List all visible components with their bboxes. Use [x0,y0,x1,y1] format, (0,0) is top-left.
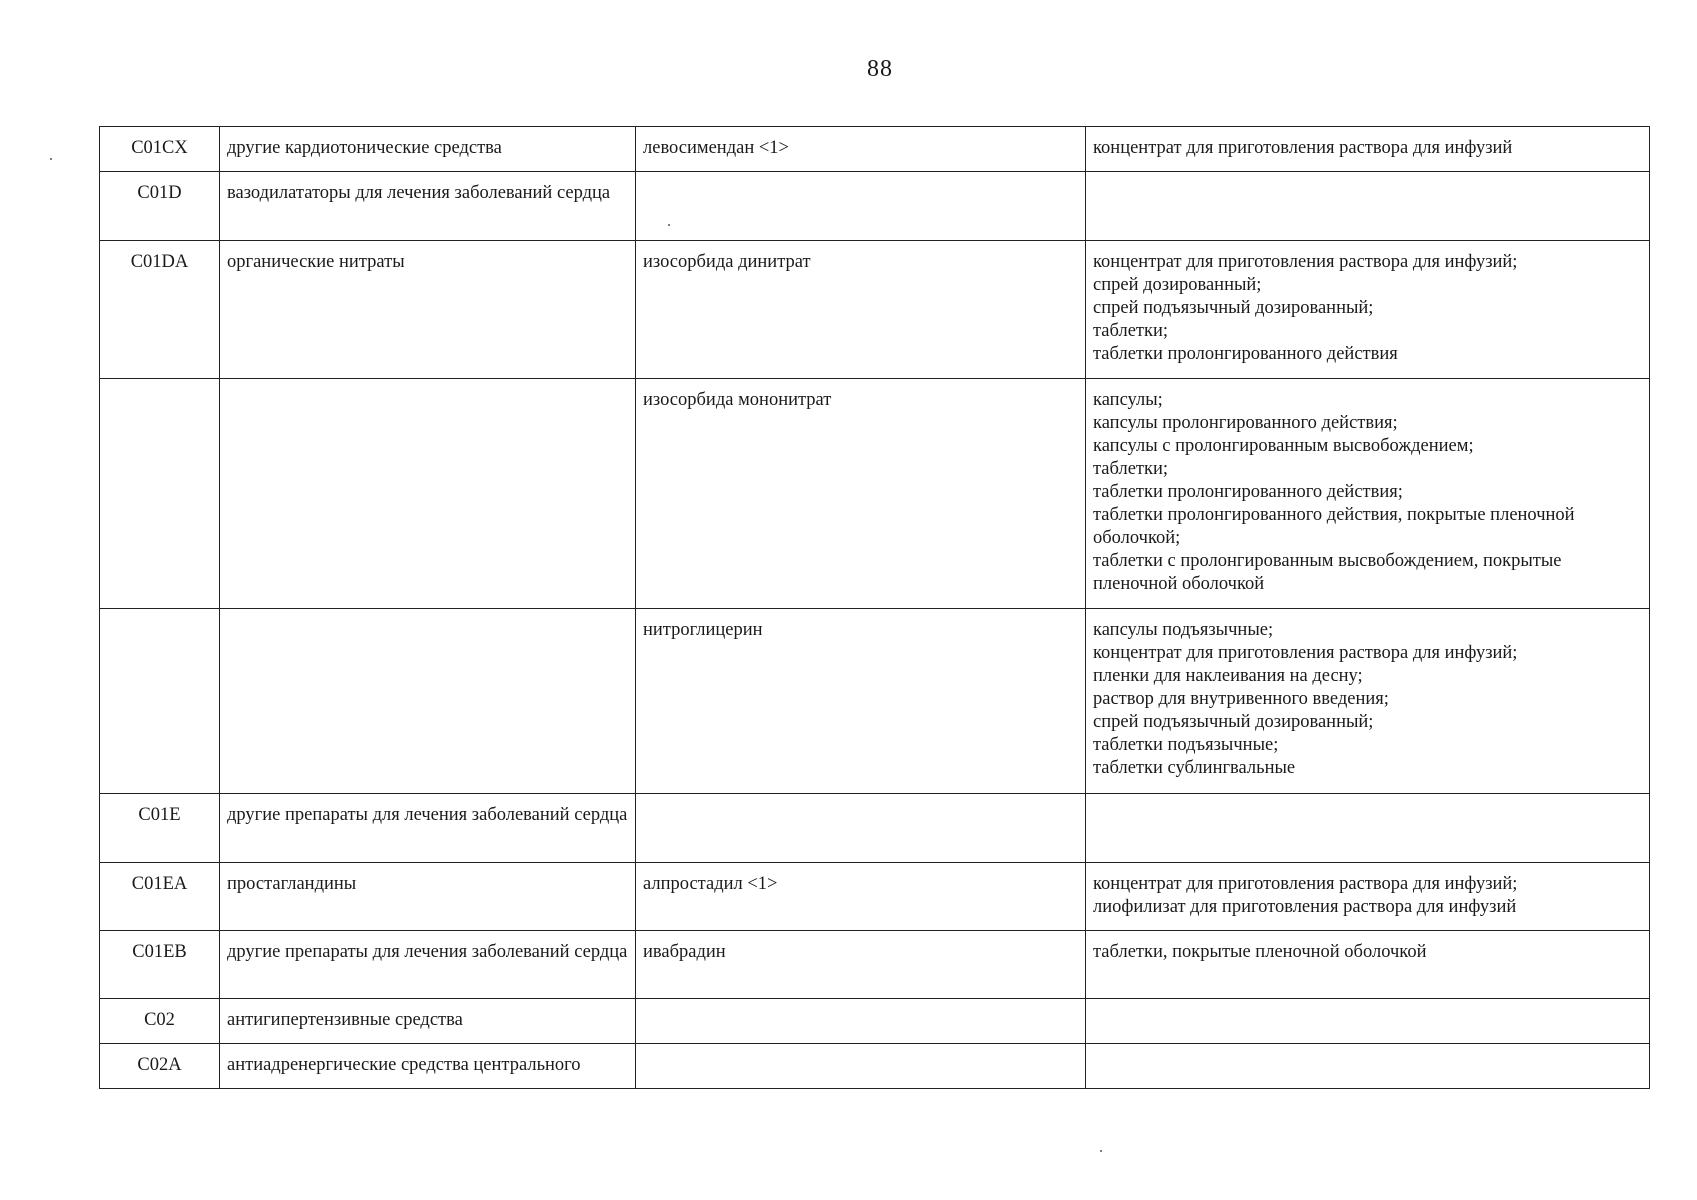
drug-cell: изосорбида мононитрат [636,379,1086,609]
table-row [100,241,1650,379]
dosage-forms-cell [1086,172,1650,241]
table-row [100,794,1650,863]
table-row [100,127,1650,172]
atc-code-cell: C01E [100,794,220,863]
drug-cell [636,1044,1086,1089]
dosage-forms-cell: таблетки, покрытые пленочной оболочкой [1086,931,1650,999]
table-row [100,999,1650,1044]
dosage-forms-cell [1086,1044,1650,1089]
dosage-forms-cell [1086,999,1650,1044]
group-cell [220,609,636,794]
drug-cell: алпростадил <1> [636,863,1086,931]
group-cell [220,379,636,609]
group-cell: антигипертензивные средства [220,999,636,1044]
table-row [100,1044,1650,1089]
atc-code-cell: C02 [100,999,220,1044]
dosage-forms-cell: капсулы подъязычные; концентрат для приготовления раствора для инфузий; пленки для наклеивания на десну; раствор для внутривенного введения; спрей подъязычный дозированный; таблетки подъязычные; таблетки сублингвальные [1086,609,1650,794]
drug-cell: нитроглицерин [636,609,1086,794]
drug-cell: изосорбида динитрат [636,241,1086,379]
atc-code-cell: C02A [100,1044,220,1089]
group-cell: другие препараты для лечения заболеваний сердца [220,794,636,863]
group-cell: вазодилататоры для лечения заболеваний сердца [220,172,636,241]
group-cell: простагландины [220,863,636,931]
drug-table [99,126,1650,1089]
scan-speck [668,224,670,226]
group-cell: другие препараты для лечения заболеваний сердца [220,931,636,999]
atc-code-cell: C01EB [100,931,220,999]
atc-code-cell [100,379,220,609]
table-row [100,172,1650,241]
dosage-forms-cell: концентрат для приготовления раствора для инфузий; спрей дозированный; спрей подъязычный дозированный; таблетки; таблетки пролонгированного действия [1086,241,1650,379]
drug-cell [636,794,1086,863]
drug-cell: левосимендан <1> [636,127,1086,172]
scan-speck [50,158,52,160]
group-cell: другие кардиотонические средства [220,127,636,172]
dosage-forms-cell [1086,794,1650,863]
drug-cell [636,999,1086,1044]
table-row [100,863,1650,931]
group-cell: органические нитраты [220,241,636,379]
dosage-forms-cell: концентрат для приготовления раствора для инфузий; лиофилизат для приготовления раствора для инфузий [1086,863,1650,931]
drug-cell [636,172,1086,241]
table-row [100,609,1650,794]
atc-code-cell: C01CX [100,127,220,172]
dosage-forms-cell: капсулы; капсулы пролонгированного действия; капсулы с пролонгированным высвобождением; таблетки; таблетки пролонгированного действия; таблетки пролонгированного действия, покрытые пленочной оболочкой; таблетки с пролонгированным высвобождением, покрытые пленочной оболочкой [1086,379,1650,609]
atc-code-cell: C01D [100,172,220,241]
dosage-forms-cell: концентрат для приготовления раствора для инфузий [1086,127,1650,172]
page-number: 88 [867,56,893,82]
group-cell: антиадренергические средства центрального [220,1044,636,1089]
atc-code-cell: C01EA [100,863,220,931]
scan-speck [1100,1150,1102,1152]
table-row [100,931,1650,999]
drug-cell: ивабрадин [636,931,1086,999]
table-row [100,379,1650,609]
atc-code-cell [100,609,220,794]
atc-code-cell: C01DA [100,241,220,379]
